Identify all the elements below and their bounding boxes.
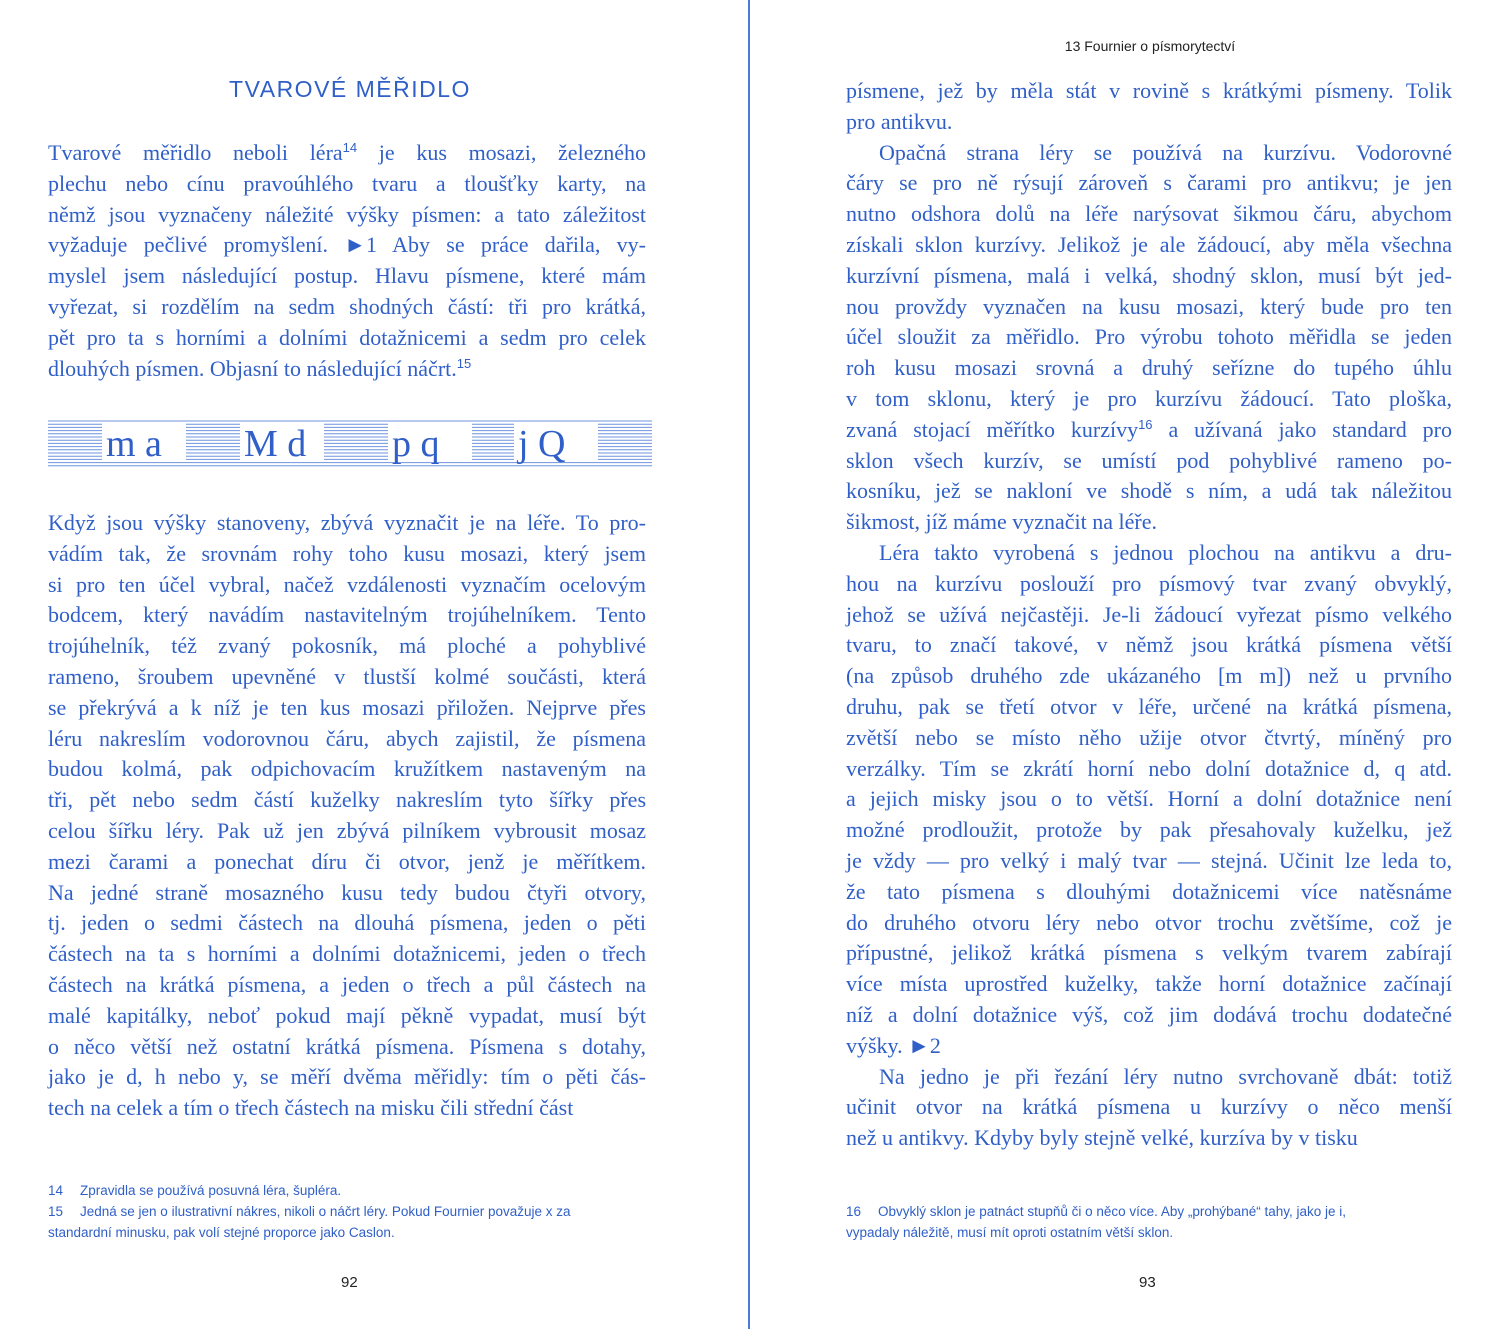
text-line: celou šířku léry. Pak už jen zbývá pilníkem vybrousit mosaz — [48, 817, 646, 843]
text-line — [48, 323, 646, 354]
section-heading: TVAROVÉ MĚŘIDLO — [229, 76, 471, 102]
footnote-ref[interactable]: 14 — [342, 140, 358, 155]
text-line: se překrývá a k níž je ten kus mosazi přiložen. Nejprve přes — [48, 694, 646, 720]
footnote — [48, 1201, 658, 1222]
text-run: níž a dolní dotažnice výš, což jim dodává trochu dodatečné — [846, 1001, 1452, 1027]
text-line: tj. jeden o sedmi částech na dlouhá písmena, jeden o pěti — [48, 910, 646, 936]
text-run: zvaná stojací měřítko kurzívy — [846, 416, 1139, 442]
text-line — [48, 230, 646, 261]
text-run: je vždy — pro velký i malý tvar — stejná. Učinit lze leda to, — [846, 847, 1452, 873]
text-line: tři, pět nebo sedm částí kuželky nakreslím tyto šířky přes — [48, 787, 646, 813]
text-line — [48, 138, 646, 169]
text-run: do druhého otvoru léry nebo otvor trochu zvětšíme, což je — [846, 909, 1452, 935]
text-line — [846, 1123, 1452, 1154]
page-number-right: 93 — [1139, 1274, 1156, 1291]
text-run: nutno odshora dolů na léře narýsovat šikmou čáru, abychom — [846, 201, 1452, 227]
text-run: tvaru, to značí takové, v němž jsou krátká písmena větší — [846, 632, 1452, 658]
text-run: nou provždy vyznačen na kusu mosazi, který bude pro ten — [846, 293, 1452, 319]
text-run: výšky. ►2 — [846, 1032, 941, 1058]
text-line — [846, 476, 1452, 507]
text-line — [846, 846, 1452, 877]
text-run: pět pro ta s horními a dolními dotažnicemi a sedm pro celek — [48, 324, 646, 350]
text-line — [48, 261, 646, 292]
text-line: vádím tak, že srovnám rohy toho kusu mosazi, který jsem — [48, 540, 646, 566]
text-run: kosníku, jež se nakloní ve shodě s ním, a udá tak náležitou — [846, 478, 1452, 504]
text-run: druhu, pak se třetí otvor v léře, určené na krátká písmena, — [846, 693, 1452, 719]
text-run: Na jedno je při řezání léry nutno svrchovaně dbát: totiž — [879, 1063, 1452, 1089]
text-line: trojúhelník, též zvaný pokosník, má ploché a pohyblivé — [48, 633, 646, 659]
gauge-glyph-pair: j Q — [518, 423, 566, 465]
text-line: Když jsou výšky stanoveny, zbývá vyznačit je na léře. To pro- — [48, 510, 646, 535]
text-run: verzálky. Tím se zkrátí horní nebo dolní dotažnice d, q atd. — [846, 755, 1452, 781]
text-line — [846, 1000, 1452, 1031]
text-line: částech na ta s horními a dolními dotažnicemi, jeden o třech — [48, 941, 646, 967]
text-line: Na jedné straně mosazného kusu tedy budou čtyři otvory, — [48, 879, 646, 905]
footnote — [48, 1180, 658, 1201]
text-run: zvětší nebo se místo něho užije otvor čtvrtý, míněný pro — [846, 724, 1452, 750]
text-line: o něco větší než ostatní krátká písmena. Písmena s dotahy, — [48, 1033, 646, 1059]
footnote-number: 14 — [48, 1183, 64, 1198]
text-run: dlouhých písmen. Objasní to následující náčrt. — [48, 355, 457, 381]
text-run: pro antikvu. — [846, 108, 953, 134]
left-page — [0, 0, 749, 1329]
text-run: přípustné, jelikož krátká písmena s velkým tvarem zabírají — [846, 940, 1452, 966]
text-run: Tvarové měřidlo neboli léra — [48, 140, 343, 165]
text-line — [846, 168, 1452, 199]
text-line — [846, 908, 1452, 939]
text-line — [846, 353, 1452, 384]
text-run: více místa uprostřed kuželky, takže horní dotažnice začínají — [846, 971, 1452, 997]
gauge-diagram — [48, 418, 652, 470]
text-run: účel sloužit za měřidlo. Pro výrobu tohoto měřidla se jeden — [846, 324, 1452, 350]
text-run: (na způsob druhého zde ukázaného [m m]) než u prvního — [846, 663, 1452, 689]
text-line — [846, 292, 1452, 323]
gauge-glyph-pair: p q — [392, 423, 440, 465]
spine-divider — [748, 0, 750, 1329]
text-line: jako je d, h nebo y, se měří dvěma měřidly: tím o pěti čás- — [48, 1064, 646, 1090]
footnote-text: Zpravidla se používá posuvná léra, šupléra. — [80, 1183, 342, 1198]
text-line — [846, 754, 1452, 785]
text-run: možné prodloužit, protože by pak přesahovaly kuželku, jež — [846, 817, 1452, 843]
gauge-glyph-pair: M d — [244, 423, 307, 465]
text-line: rameno, šroubem upevněné v tlustší kolmé součásti, která — [48, 663, 646, 689]
text-line — [48, 292, 646, 323]
text-line — [846, 446, 1452, 477]
footnotes-right — [846, 1201, 1456, 1243]
footnote-number: 15 — [48, 1204, 64, 1219]
text-line — [48, 200, 646, 231]
text-run: je kus mosazi, železného — [357, 140, 646, 165]
text-line: bodcem, který navádím nastavitelným trojúhelníkem. Tento — [48, 602, 646, 628]
footnote-text: Jedná se jen o ilustrativní nákres, nikoli o náčrt léry. Pokud Fournier považuje x za — [80, 1204, 571, 1219]
text-line: malé kapitálky, neboť pokud mají pěkně vypadat, musí být — [48, 1002, 646, 1028]
text-run: vyřezat, si rozdělím na sedm shodných částí: tři pro krátká, — [48, 293, 646, 319]
gauge-glyph-pair: m a — [106, 423, 162, 465]
text-line — [846, 1031, 1452, 1062]
text-run: myslel jsem následující postup. Hlavu písmene, které mám — [48, 263, 646, 289]
text-line — [48, 169, 646, 200]
text-line — [846, 538, 1452, 569]
text-run: a jejich misky jsou o to větší. Horní a dolní dotažnice není — [846, 786, 1452, 812]
text-run: Opačná strana léry se používá na kurzívu. Vodorovné — [879, 139, 1452, 165]
paragraph-intro — [48, 138, 646, 384]
text-line — [846, 322, 1452, 353]
text-run: vyžaduje pečlivé promyšlení. ►1 Aby se práce dařila, vy- — [48, 232, 646, 258]
text-line — [846, 784, 1452, 815]
text-run: čáry se pro ně rýsují zároveň s čarami pro antikvu; je jen — [846, 170, 1452, 196]
running-head: 13 Fournier o písmorytectví — [1064, 38, 1236, 54]
text-run: roh kusu mosazi srovná a druhý seřízne do tupého úhlu — [846, 355, 1452, 381]
text-line — [846, 723, 1452, 754]
text-run: učinit otvor na krátká písmena u kurzívy o něco menší — [846, 1094, 1452, 1120]
text-line — [846, 1092, 1452, 1123]
text-line: budou kolmá, pak odpichovacím kružítkem nastaveným na — [48, 756, 646, 782]
text-line: mezi čarami a ponechat díru či otvor, jenž je měřítkem. — [48, 848, 646, 874]
text-line — [846, 661, 1452, 692]
text-line: léru nakreslím vodorovnou čáru, abych zajistil, že písmena — [48, 725, 646, 751]
footnote-ref[interactable]: 16 — [1138, 416, 1153, 432]
text-run: šikmost, jíž máme vyznačit na léře. — [846, 509, 1157, 535]
text-line — [846, 507, 1452, 538]
right-page — [751, 0, 1499, 1329]
text-run: němž jsou vyznačeny náležité výšky písmen: a tato záležitost — [48, 201, 646, 227]
footnote — [846, 1201, 1456, 1222]
text-run: jehož se užívá nejčastěji. Je-li žádoucí vyřezat písmo velkého — [846, 601, 1452, 627]
text-line — [846, 76, 1452, 107]
text-line — [846, 384, 1452, 415]
page-number-left: 92 — [341, 1274, 358, 1291]
text-run: písmene, jež by měla stát v rovině s krátkými písmeny. Tolik — [846, 78, 1452, 103]
text-line: si pro ten účel vybral, načež vzdálenosti vyznačím ocelovým — [48, 571, 646, 597]
text-line — [846, 969, 1452, 1000]
footnote-continuation: standardní minusku, pak volí stejné proporce jako Caslon. — [48, 1225, 395, 1240]
text-line — [846, 199, 1452, 230]
text-line: tech na celek a tím o třech částech na misku čili střední část — [48, 1095, 574, 1121]
text-run: plechu nebo cínu pravoúhlého tvaru a tloušťky karty, na — [48, 170, 646, 196]
text-line — [846, 261, 1452, 292]
text-run: Léra takto vyrobená s jednou plochou na antikvu a dru- — [879, 539, 1452, 565]
text-line — [846, 569, 1452, 600]
footnote-ref[interactable]: 15 — [456, 355, 472, 371]
text-run: získali sklon kurzívy. Jelikož je ale žádoucí, aby měla všechna — [846, 231, 1452, 257]
footnote-number: 16 — [846, 1204, 862, 1219]
text-line — [846, 630, 1452, 661]
text-run: v tom sklonu, který je pro kurzívu žádoucí. Tato ploška, — [846, 385, 1452, 411]
text-run: než u antikvy. Kdyby byly stejně velké, kurzíva by v tisku — [846, 1125, 1358, 1151]
paragraph-procedure — [48, 508, 646, 1124]
text-line — [846, 692, 1452, 723]
footnotes-left — [48, 1180, 658, 1243]
text-line — [846, 138, 1452, 169]
text-run: a užívaná jako standard pro — [1152, 416, 1452, 442]
text-run: že tato písmena s dlouhými dotažnicemi více natěsnáme — [846, 878, 1452, 904]
text-line — [846, 877, 1452, 908]
text-line — [846, 1062, 1452, 1093]
text-run: hou na kurzívu poslouží pro písmový tvar zvaný obvyklý, — [846, 570, 1452, 596]
text-line: částech na krátká písmena, a jeden o třech a půl částech na — [48, 971, 646, 997]
text-line — [846, 815, 1452, 846]
text-run: kurzívní písmena, malá i velká, shodný sklon, musí být jed- — [846, 262, 1452, 288]
text-line — [846, 600, 1452, 631]
text-line — [846, 938, 1452, 969]
paragraph-continued — [846, 76, 1452, 1154]
text-run: sklon všech kurzív, se umístí pod pohyblivé rameno po- — [846, 447, 1452, 473]
text-line — [846, 415, 1452, 446]
footnote-continuation: vypadaly náležitě, musí mít oproti ostatním větší sklon. — [846, 1225, 1174, 1240]
footnote-text: Obvyklý sklon je patnáct stupňů či o něco více. Aby „prohýbané“ tahy, jako je i, — [878, 1204, 1346, 1219]
text-line — [846, 107, 1452, 138]
type-gauge-figure — [48, 418, 652, 470]
text-line — [48, 354, 646, 385]
text-line — [846, 230, 1452, 261]
